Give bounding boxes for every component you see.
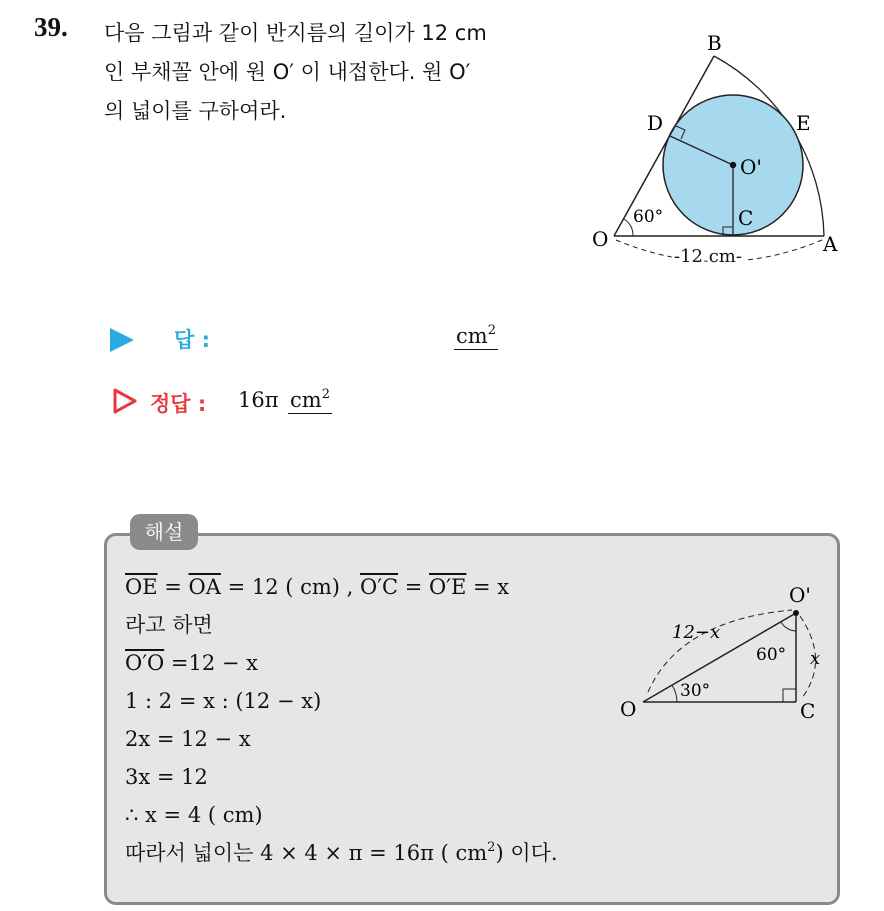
- sector-figure: [585, 28, 855, 278]
- sol-sup: 2: [487, 840, 496, 855]
- radius-label: -12 cm-: [674, 246, 742, 267]
- solution-tag: 해설: [130, 514, 198, 550]
- segment-oprime-o: O′O: [125, 651, 165, 675]
- solution-line-6: 3x = 12: [125, 765, 208, 789]
- solution-line-1: [125, 568, 558, 606]
- label-o: O: [592, 227, 609, 251]
- sol-text: 따라서 넓이는 4 × 4 × π = 16π ( cm: [125, 841, 488, 865]
- segment-oprime-c: O′C: [360, 575, 399, 599]
- sol-text: ) 이다.: [495, 841, 558, 865]
- answer-unit-sup: 2: [487, 323, 496, 338]
- solution-line-4: 1 : 2 = x : (12 − x): [125, 689, 322, 713]
- label-oprime: O': [789, 583, 811, 607]
- angle-label: 60°: [633, 207, 664, 227]
- solution-line-8: [125, 834, 558, 872]
- correct-arrow-icon: [112, 388, 138, 414]
- angle-arc-60: [624, 219, 633, 236]
- label-e: E: [796, 111, 811, 135]
- question-line-1: 다음 그림과 같이 반지름의 길이가 12 cm: [104, 21, 487, 45]
- sol-text: =: [398, 575, 430, 599]
- label-a: A: [823, 232, 838, 256]
- solution-line-2: 라고 하면: [125, 613, 213, 637]
- solution-line-3: [125, 644, 558, 682]
- oprime-dot: [793, 610, 799, 616]
- correct-unit-sup: 2: [321, 387, 330, 402]
- label-c2: C: [800, 699, 816, 723]
- sol-text: = 12 ( cm) ,: [220, 575, 360, 599]
- sol-text: = x: [466, 575, 510, 599]
- answer-label: 답 :: [174, 328, 210, 352]
- solution-lines: [125, 568, 558, 872]
- correct-label: 정답 :: [150, 392, 207, 416]
- label-angle-60: 60°: [756, 645, 787, 665]
- solution-line-7: ∴ x = 4 ( cm): [125, 803, 263, 827]
- triangle-figure: [610, 578, 830, 728]
- correct-unit: cm: [290, 388, 322, 412]
- sol-text: =12 − x: [164, 651, 258, 675]
- label-b: B: [707, 31, 722, 55]
- label-angle-30: 30°: [680, 681, 711, 701]
- segment-oa: $\overline{OA}$: [188, 575, 221, 599]
- correct-unit-wrap: [288, 388, 332, 414]
- label-o2: O: [620, 697, 637, 721]
- right-angle-c2: [783, 689, 796, 702]
- label-center: O': [740, 155, 762, 179]
- segment-oprime-e: O′E: [429, 575, 467, 599]
- center-dot: [730, 162, 736, 168]
- question-number: 39.: [34, 12, 68, 42]
- label-side-x: x: [810, 648, 821, 669]
- answer-unit: cm: [456, 324, 488, 348]
- angle-arc-60-b: [781, 622, 796, 631]
- angle-arc-30: [672, 685, 677, 702]
- question-text: [104, 14, 564, 131]
- answer-arrow-icon: [110, 328, 134, 352]
- answer-blank[interactable]: [454, 324, 498, 350]
- correct-row: [110, 382, 530, 422]
- question-line-3: 의 넓이를 구하여라.: [104, 99, 287, 123]
- question-line-2: 인 부채꼴 안에 원 O′ 이 내접한다. 원 O′: [104, 60, 471, 84]
- label-d: D: [647, 111, 664, 135]
- segment-oe: $\overline{OE}$: [125, 575, 158, 599]
- label-c: C: [738, 206, 754, 230]
- label-hyp: 12−x: [672, 622, 721, 643]
- answer-row: [110, 318, 530, 358]
- sol-text: =: [157, 575, 189, 599]
- solution-line-5: 2x = 12 − x: [125, 727, 251, 751]
- correct-value: 16π: [238, 388, 279, 412]
